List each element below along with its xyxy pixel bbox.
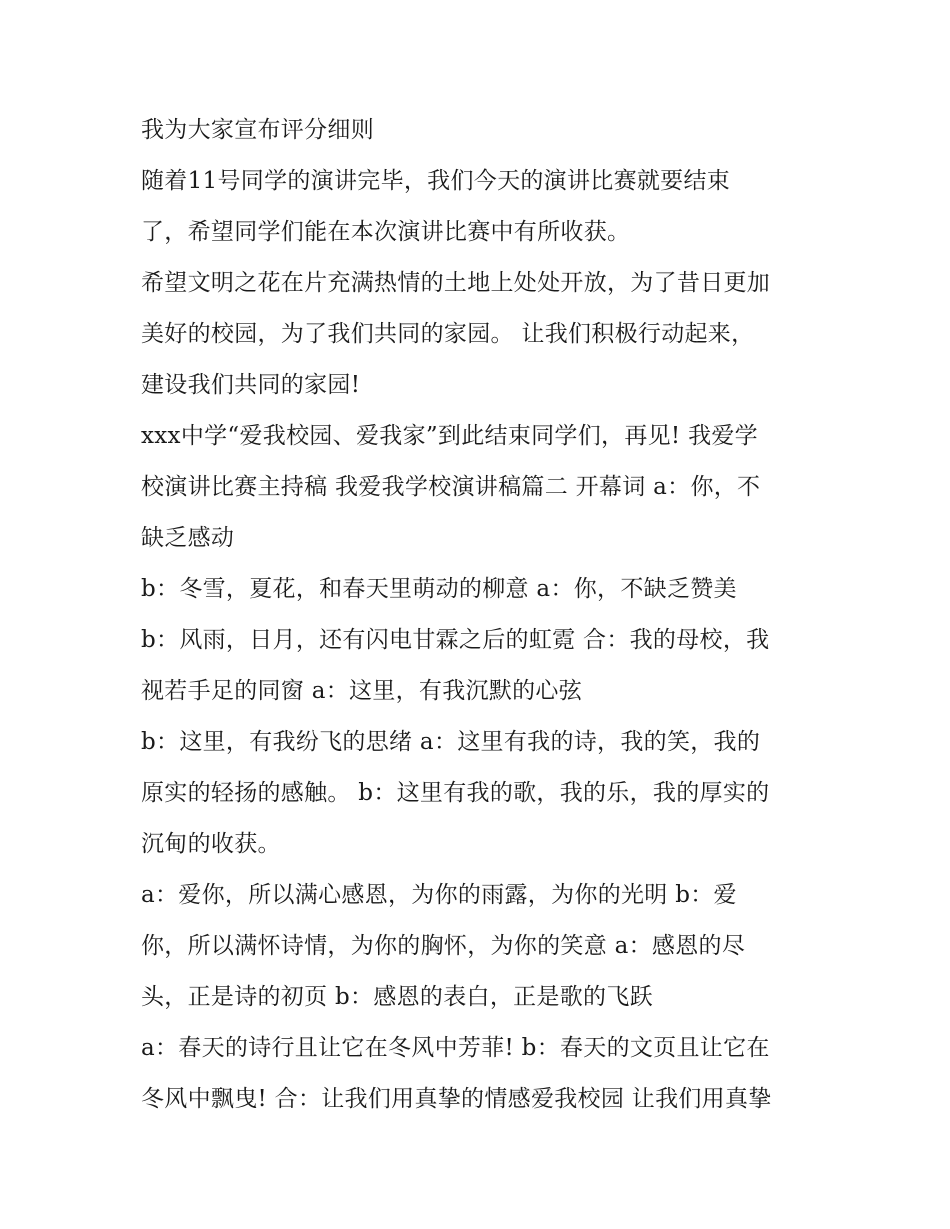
text-line: a：爱你，所以满心感恩，为你的雨露，为你的光明 b：爱 [141, 882, 737, 908]
text-line: 希望文明之花在片充满热情的土地上处处开放，为了昔日更加 [141, 270, 771, 296]
text-line: 美好的校园，为了我们共同的家园。 让我们积极行动起来， [141, 321, 755, 347]
text-line: xxx中学“爱我校园、爱我家”到此结束同学们，再见! 我爱学 [141, 423, 758, 449]
text-line: 头，正是诗的初页 b：感恩的表白，正是歌的飞跃 [141, 984, 653, 1010]
text-line: 随着11号同学的演讲完毕，我们今天的演讲比赛就要结束 [141, 168, 731, 194]
text-line: 沉甸的收获。 [141, 831, 281, 857]
text-line: 原实的轻扬的感触。 b：这里有我的歌，我的乐，我的厚实的 [141, 780, 770, 806]
text-line: 冬风中飘曳! 合：让我们用真挚的情感爱我校园 让我们用真挚 [141, 1086, 772, 1112]
text-line: 缺乏感动 [141, 525, 235, 551]
text-line: b：冬雪，夏花，和春天里萌动的柳意 a：你，不缺乏赞美 [141, 576, 737, 602]
text-line: a：春天的诗行且让它在冬风中芳菲! b：春天的文页且让它在 [141, 1035, 770, 1061]
text-line: b：这里，有我纷飞的思绪 a：这里有我的诗，我的笑，我的 [141, 729, 761, 755]
text-line: 了，希望同学们能在本次演讲比赛中有所收获。 [141, 219, 631, 245]
text-line: 视若手足的同窗 a：这里，有我沉默的心弦 [141, 678, 583, 704]
text-line: 你，所以满怀诗情，为你的胸怀，为你的笑意 a：感恩的尽 [141, 933, 746, 959]
text-line: 校演讲比赛主持稿 我爱我学校演讲稿篇二 开幕词 a：你，不 [141, 474, 761, 500]
document-text [141, 110, 821, 1130]
text-line: b：风雨，日月，还有闪电甘霖之后的虹霓 合：我的母校，我 [141, 627, 770, 653]
text-line: 我为大家宣布评分细则 [141, 117, 374, 143]
text-line: 建设我们共同的家园! [141, 372, 361, 398]
